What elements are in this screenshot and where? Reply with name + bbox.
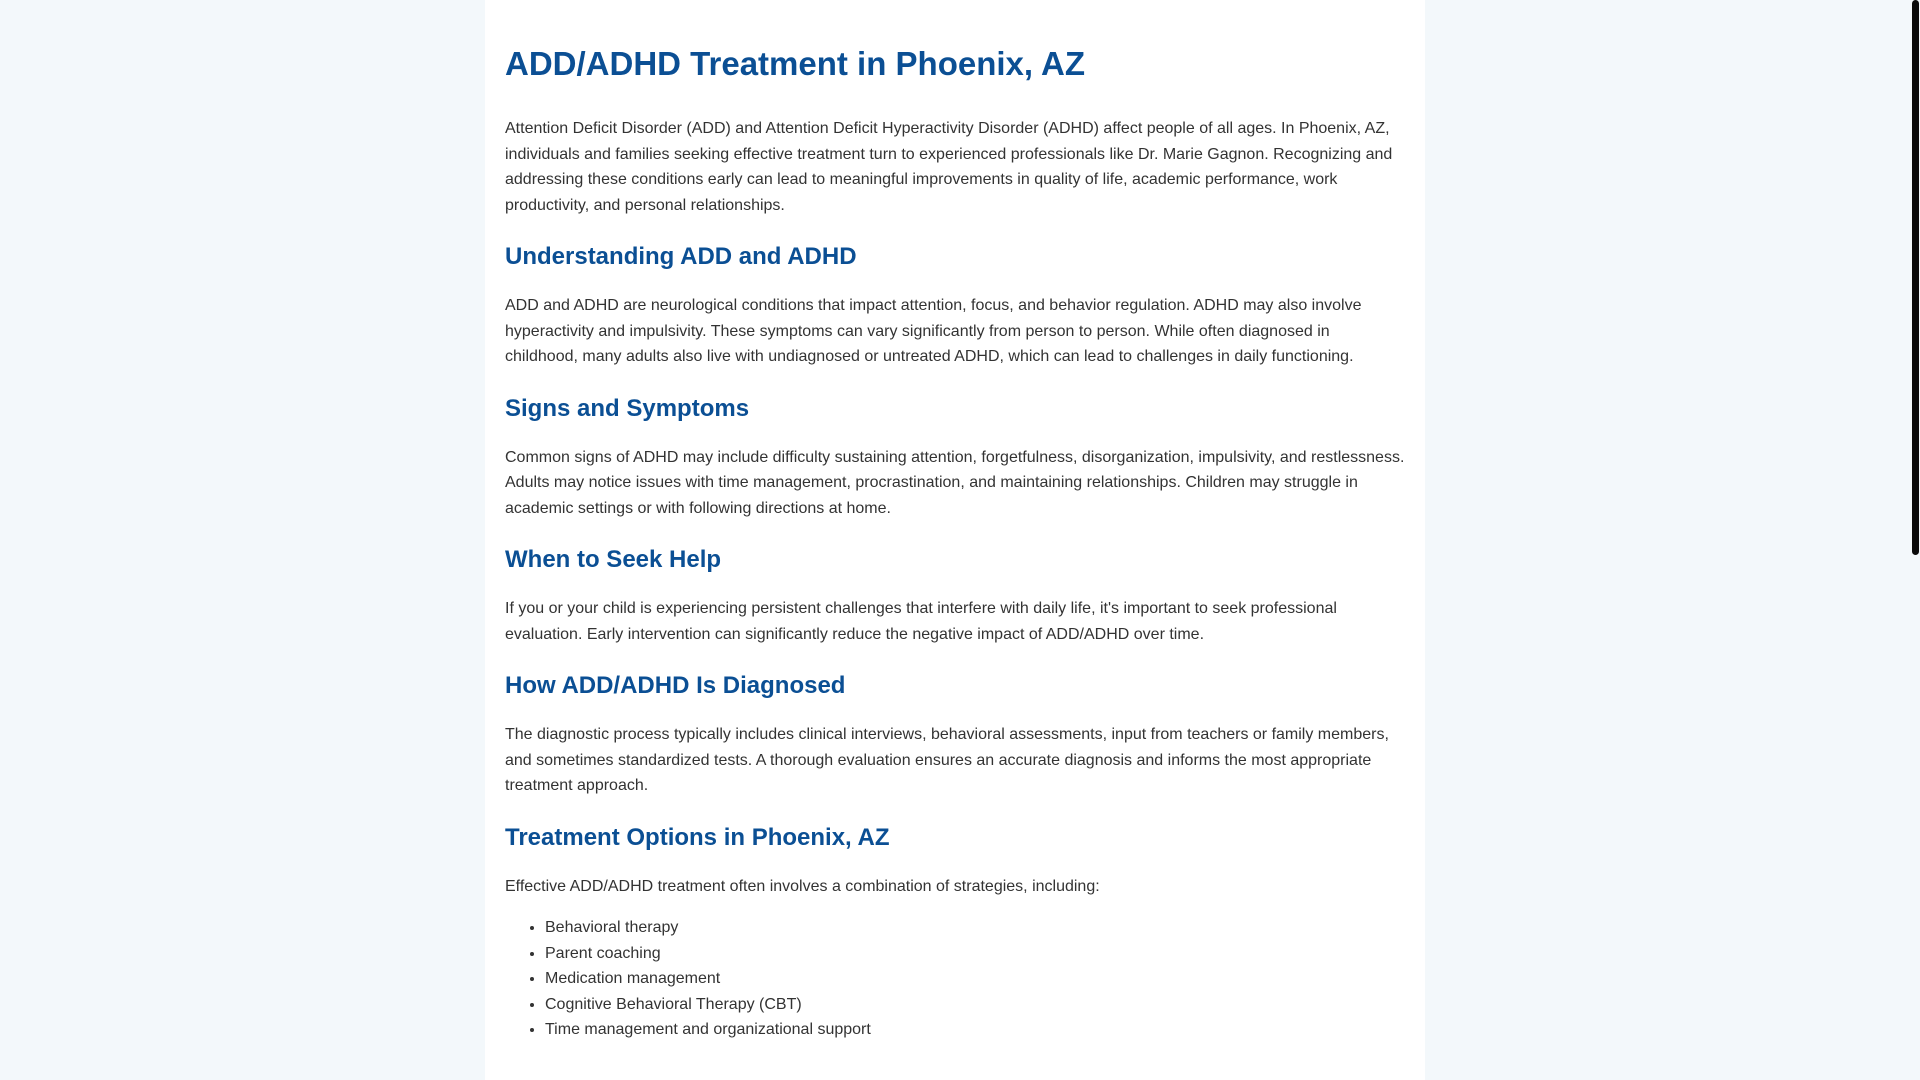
section-paragraph: The diagnostic process typically includes clinical interviews, behavioral assessments, input from teachers or family members, and sometimes standardized tests. A thorough evaluation ensures an accurate diagnosis and informs the most appropriate treatment approach. (505, 726, 1389, 794)
section-paragraph: Common signs of ADHD may include difficulty sustaining attention, forgetfulness, disorganization, impulsivity, and restlessness. Adults may notice issues with time management, procrastination, and maintaining relationships. Children may struggle in academic settings or with following directions at home. (505, 448, 1405, 517)
scrollbar-thumb[interactable] (1912, 0, 1919, 555)
list-item: • Cognitive Behavioral Therapy (CBT) (545, 992, 1405, 1018)
section-paragraph: Effective ADD/ADHD treatment often involves a combination of strategies, including: (505, 877, 1100, 895)
section-paragraph: ADD and ADHD are neurological conditions that impact attention, focus, and behavior regulation. ADHD may also involve hyperactivity and impulsivity. These symptoms can vary significantly from person to person. While often diagnosed in childhood, many adults also live with undiagnosed or untreated ADHD, which can lead to challenges in daily functioning. (505, 297, 1362, 365)
page-scrollbar[interactable] (1910, 0, 1920, 1080)
list-item: • Parent coaching (545, 941, 1405, 967)
article-container (485, 0, 1425, 1080)
section-heading: Understanding ADD and ADHD (505, 243, 857, 270)
section-signs-symptoms (505, 394, 1405, 522)
section-heading: How ADD/ADHD Is Diagnosed (505, 672, 846, 699)
section-heading: When to Seek Help (505, 546, 722, 573)
section-treatment-options (505, 823, 1405, 1043)
section-paragraph: If you or your child is experiencing persistent challenges that interfere with daily life, it's important to seek professional evaluation. Early intervention can significantly reduce the negative impact of ADD/ADHD over time. (505, 600, 1337, 643)
treatment-list (505, 915, 1405, 1043)
section-heading: Treatment Options in Phoenix, AZ (505, 823, 890, 851)
section-diagnosis (505, 671, 1405, 799)
intro-paragraph: Attention Deficit Disorder (ADD) and Attention Deficit Hyperactivity Disorder (ADHD) affect people of all ages. In Phoenix, AZ, individuals and families seeking effective treatment turn to experienced professionals like Dr. Marie Gagnon. Recognizing and addressing these conditions early can lead to meaningful improvements in quality of life, academic performance, work productivity, and personal relationships. (505, 120, 1393, 214)
section-when-to-seek-help (505, 545, 1405, 647)
section-understanding (505, 242, 1405, 370)
section-heading: Signs and Symptoms (505, 394, 750, 422)
list-item: • Medication management (545, 966, 1405, 992)
list-item: • Behavioral therapy (545, 915, 1405, 941)
page-title: ADD/ADHD Treatment in Phoenix, AZ (505, 45, 1085, 82)
list-item: • Time management and organizational support (545, 1017, 1405, 1043)
